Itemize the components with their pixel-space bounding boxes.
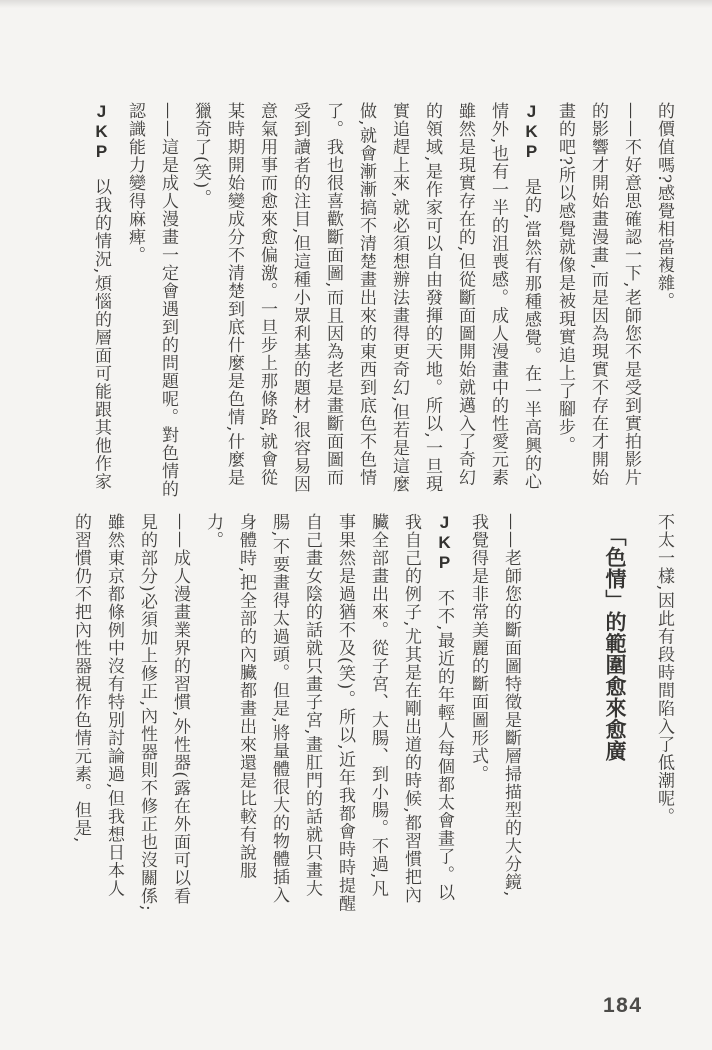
- paragraph-text: 不太一樣,因此有段時間陷入了低潮呢。: [654, 513, 674, 826]
- paragraph-text: ——老師您的斷面圖特徵是斷層掃描型的大分鏡,我覺得是非常美麗的斷面圖形式。: [468, 513, 521, 898]
- speaker-answer: [184, 102, 548, 502]
- speaker-answer: [84, 102, 118, 502]
- speaker-label: JKP: [522, 102, 541, 162]
- paragraph-text: 不不,最近的年輕人每個都太會畫了。以我自己的例子,尤其是在剛出道的時候,都習慣把內臟全部畫出來。從子宮、大腸、到小腸。不過,凡事果然是過猶不及(笑)。所以,近年我都會時時提醒自己畫女陰的話就只畫子宮,畫肛門的話就只畫大腸,不要畫得太過頭。但是,將量體很大的物體插入身體時,把全部的內臟都畫出來還是比較有說服力。: [203, 513, 454, 913]
- continued-paragraph: [647, 102, 680, 502]
- paragraph-text: ——成人漫畫業界的習慣,外性器(露在外面可以看見的部分)必須加上修正,內性器則不修正也沒關係;雖然東京都條例中沒有特別討論過,但我想日本人的習慣仍不把內性器視作色情元素。但是,: [71, 513, 190, 912]
- interviewer-question: [548, 102, 647, 502]
- interviewer-question: [461, 513, 527, 913]
- interview-text-top: [84, 102, 680, 502]
- interviewer-question: [118, 102, 184, 502]
- paragraph-text: 是的,當然有那種感覺。在一半高興的心情外,也有一半的沮喪感。成人漫畫中的性愛元素雖然是現實存在的,但從斷面圖開始就邁入了奇幻的領域,是作家可以自由發揮的天地。所以,一旦現實追趕上來,就必須想辦法畫得更奇幻,但若是這麼做,就會漸漸搞不清楚畫出來的東西到底色不色情了。我也很喜歡斷面圖,而且因為老是畫斷面圖而受到讀者的注目,但這種小眾利基的題材,很容易因意氣用事而愈來愈偏激。一旦步上那條路,就會從某時期開始變成分不清楚到底什麼是色情,什麼是獵奇了(笑)。: [191, 102, 541, 493]
- speaker-answer: [196, 513, 461, 913]
- paragraph-text: ——不好意思確認一下,老師您不是受到實拍影片的影響才開始畫漫畫,而是因為現實不存在才開始畫的吧?所以感覺就像是被現實追上了腳步。: [555, 102, 641, 487]
- paragraph-text: ——這是成人漫畫一定會遇到的問題呢。對色情的認識能力變得麻痺。: [125, 102, 178, 498]
- interviewer-question: [64, 513, 196, 913]
- continued-paragraph: [647, 513, 680, 913]
- section-heading: 「色情」的範圍愈來愈廣: [603, 525, 628, 762]
- page-number: 184: [603, 994, 643, 1017]
- paragraph-text: 的價值嗎?感覺相當複雜。: [654, 102, 674, 311]
- interview-text-bottom: [71, 513, 680, 913]
- speaker-label: JKP: [92, 102, 111, 162]
- scan-edge-artifact: [0, 0, 712, 8]
- paragraph-text: 以我的情況,煩惱的層面可能跟其他作家: [91, 178, 111, 491]
- speaker-label: JKP: [435, 513, 454, 573]
